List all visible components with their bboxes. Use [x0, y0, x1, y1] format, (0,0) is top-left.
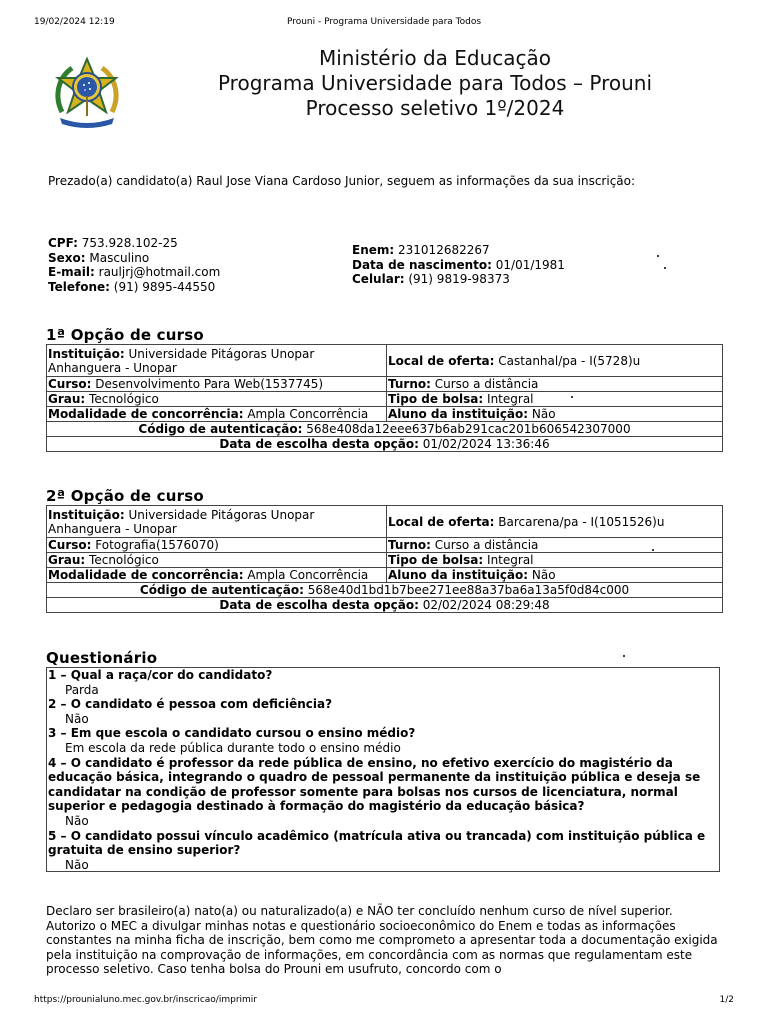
brazil-coat-of-arms-icon [50, 56, 124, 130]
option1-modalidade: Modalidade de concorrência: Ampla Concorrência [47, 407, 387, 422]
question-5: 5 – O candidato possui vínculo acadêmico (matrícula ativa ou trancada) com instituição pública e gratuita de ensino superior? [48, 828, 706, 858]
scan-dot [623, 655, 625, 657]
option2-title: 2ª Opção de curso [46, 487, 204, 505]
email-value: rauljrj@hotmail.com [98, 265, 221, 280]
print-page-number: 1/2 [719, 995, 734, 1005]
option1-table [46, 344, 723, 452]
option2-grau: Grau: Tecnológico [47, 553, 387, 568]
nascimento-value: 01/01/1981 [495, 257, 565, 272]
celular-row: Celular: (91) 9819-98373 [352, 272, 510, 287]
option1-local: Local de oferta: Castanhal/pa - I(5728)u [387, 345, 723, 377]
option1-data-escolha: Data de escolha desta opção: 01/02/2024 13:36:46 [47, 437, 723, 452]
sexo-row: Sexo: Masculino [48, 250, 150, 265]
answer-5: Não [65, 857, 89, 872]
print-page-title: Prouni - Programa Universidade para Todos [286, 17, 482, 27]
question-3: 3 – Em que escola o candidato cursou o ensino médio? [48, 726, 416, 741]
print-url: https://prounialuno.mec.gov.br/inscricao/imprimir [34, 995, 257, 1005]
title-line-program: Programa Universidade para Todos – Prouni [217, 71, 653, 95]
option2-table [46, 505, 723, 613]
question-2: 2 – O candidato é pessoa com deficiência? [48, 697, 333, 712]
answer-2: Não [65, 711, 89, 726]
scan-dot [664, 267, 666, 269]
table-row [47, 392, 723, 407]
option1-turno: Turno: Curso a distância [387, 377, 723, 392]
document-title [120, 46, 750, 121]
option1-curso: Curso: Desenvolvimento Para Web(1537745) [47, 377, 387, 392]
option2-data-escolha: Data de escolha desta opção: 02/02/2024 08:29:48 [47, 598, 723, 613]
sexo-value: Masculino [89, 250, 150, 265]
option2-turno: Turno: Curso a distância [387, 538, 723, 553]
cpf-value: 753.928.102-25 [81, 236, 178, 250]
table-row [47, 583, 723, 598]
option1-aluno: Aluno da instituição: Não [387, 407, 723, 422]
option1-codigo: Código de autenticação: 568e408da12eee637b6ab291cac201b606542307000 [47, 422, 723, 437]
table-row [47, 598, 723, 613]
table-row [47, 407, 723, 422]
table-row [47, 568, 723, 583]
title-line-ministry: Ministério da Educação [318, 46, 552, 70]
table-row [47, 377, 723, 392]
nascimento-row: Data de nascimento: 01/01/1981 [352, 257, 565, 272]
option2-codigo: Código de autenticação: 568e40d1bd1b7bee271ee88a37ba6a13a5f0d84c000 [47, 583, 723, 598]
question-4: 4 – O candidato é professor da rede pública de ensino, no efetivo exercício do magistério da educação básica, integrando o quadro de pessoal permanente da instituição pública e deseja se candidatar na condição de professor somente para bolsas nos cursos de licenciatura, normal superior e pedagogia destinado à formação do magistério da educação básica? [48, 755, 701, 814]
table-row [47, 437, 723, 452]
intro-text: Prezado(a) candidato(a) Raul Jose Viana Cardoso Junior, seguem as informações da sua inscrição: [48, 174, 636, 188]
enem-value: 231012682267 [398, 243, 490, 257]
questionario-title: Questionário [46, 649, 158, 667]
declaration-text: Declaro ser brasileiro(a) nato(a) ou naturalizado(a) e NÃO ter concluído nenhum curso de nível superior. Autorizo o MEC a divulgar minhas notas e questionário socioeconômico do Enem e todas as informações constantes na minha ficha de inscrição, bem como me comprometo a apresentar toda a documentação exigida pela instituição na comprovação de informações, em concordância com as normas que regulamentam este processo seletivo. Caso tenha bolsa do Prouni em usufruto, concordo com o [46, 904, 718, 977]
option2-local: Local de oferta: Barcarena/pa - I(1051526)u [387, 506, 723, 538]
table-row [47, 553, 723, 568]
table-row [47, 506, 723, 538]
answer-3: Em escola da rede pública durante todo o ensino médio [65, 740, 401, 755]
option2-curso: Curso: Fotografia(1576070) [47, 538, 387, 553]
email-row: E-mail: rauljrj@hotmail.com [48, 265, 221, 280]
questionario-box [46, 667, 720, 872]
telefone-row: Telefone: (91) 9895-44550 [48, 279, 216, 294]
question-1: 1 – Qual a raça/cor do candidato? [48, 668, 273, 682]
candidate-info-left [48, 236, 220, 294]
celular-value: (91) 9819-98373 [408, 272, 510, 287]
option1-bolsa: Tipo de bolsa: Integral [387, 392, 723, 407]
enem-row: Enem: 231012682267 [352, 243, 490, 257]
title-line-process: Processo seletivo 1º/2024 [305, 96, 565, 120]
option2-aluno: Aluno da instituição: Não [387, 568, 723, 583]
option1-title: 1ª Opção de curso [46, 326, 204, 344]
cpf-row: CPF: 753.928.102-25 [48, 236, 178, 250]
option2-modalidade: Modalidade de concorrência: Ampla Concorrência [47, 568, 387, 583]
telefone-value: (91) 9895-44550 [113, 279, 216, 294]
answer-1: Parda [65, 682, 99, 697]
option2-bolsa: Tipo de bolsa: Integral [387, 553, 723, 568]
print-datetime: 19/02/2024 12:19 [34, 17, 115, 27]
table-row [47, 538, 723, 553]
option1-instituicao: Instituição: Universidade Pitágoras Unopar Anhanguera - Unopar [47, 345, 387, 377]
option2-instituicao: Instituição: Universidade Pitágoras Unopar Anhanguera - Unopar [47, 506, 387, 538]
table-row [47, 422, 723, 437]
table-row [47, 345, 723, 377]
option1-grau: Grau: Tecnológico [47, 392, 387, 407]
candidate-info-right [352, 243, 565, 287]
scan-dot [657, 255, 659, 257]
answer-4: Não [65, 813, 89, 828]
